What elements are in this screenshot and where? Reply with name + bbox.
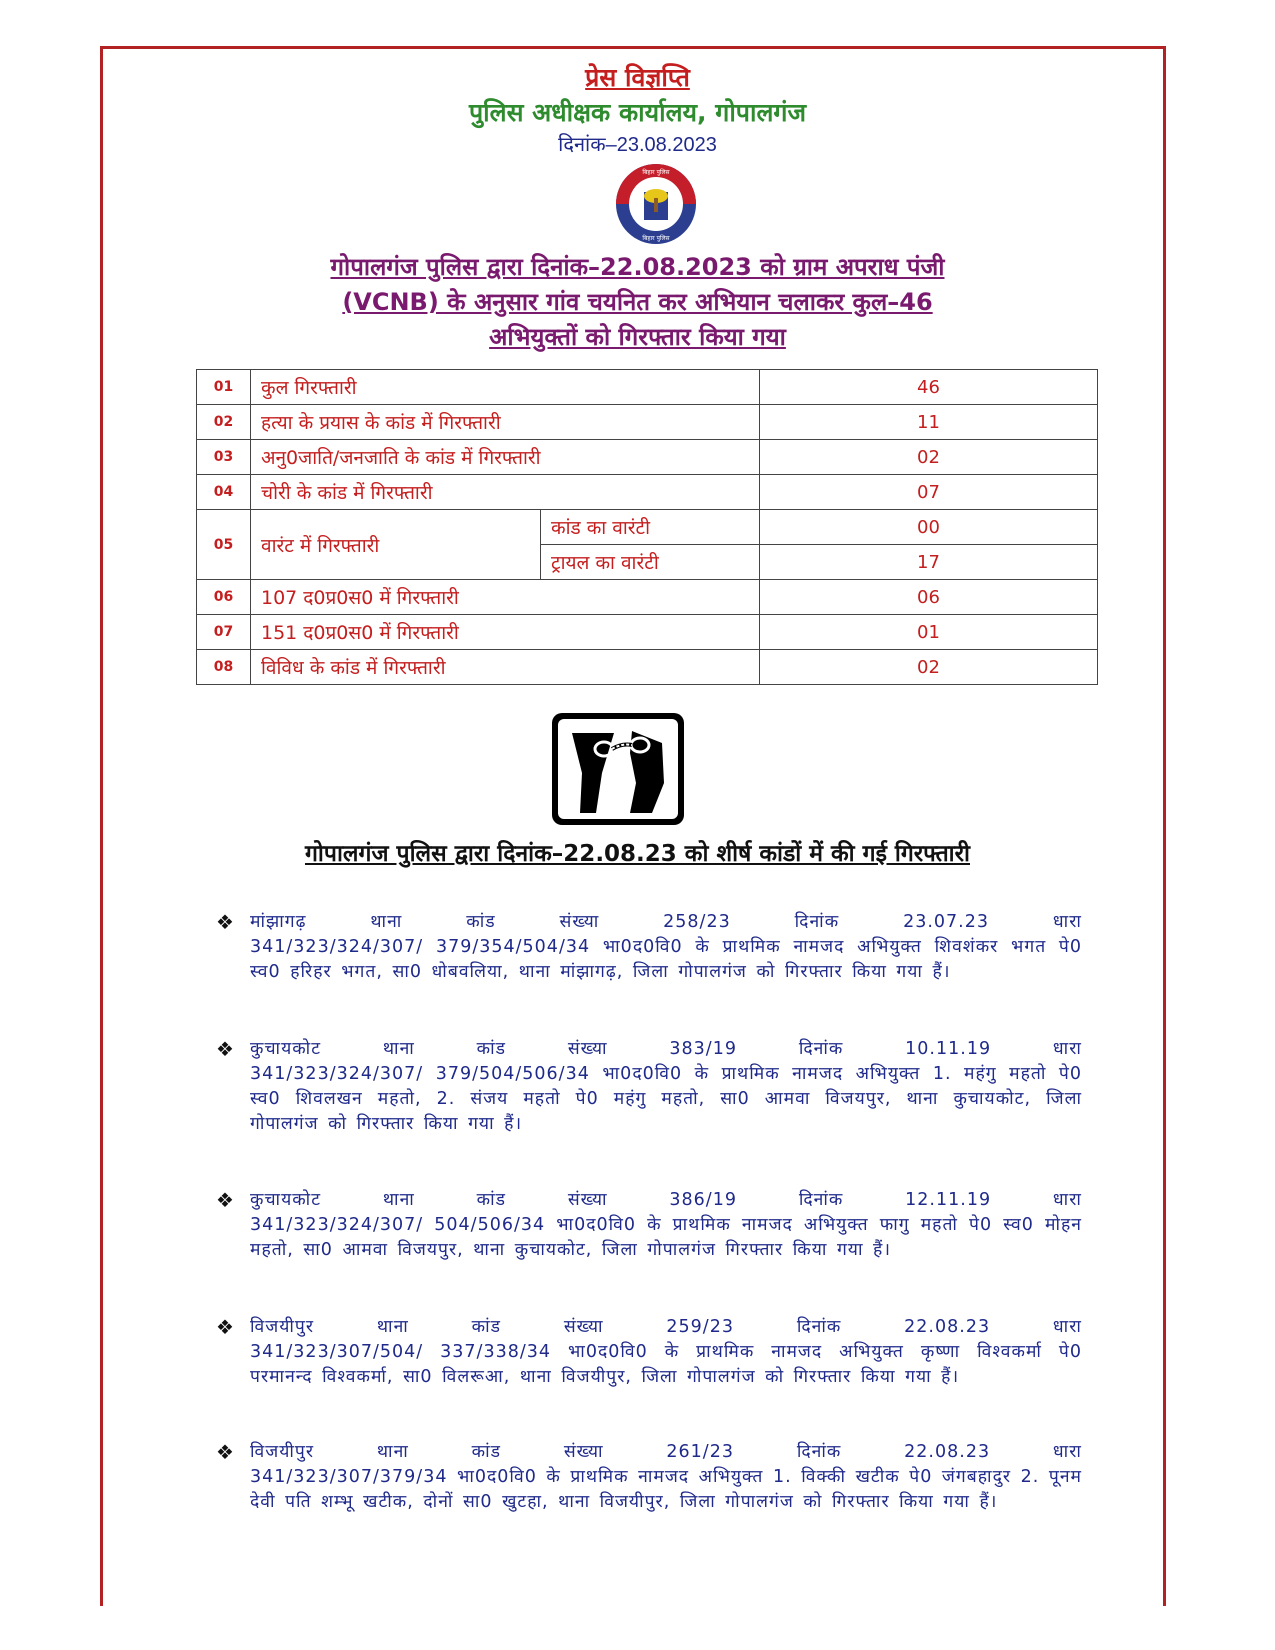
- case-word: कांड: [476, 1039, 506, 1059]
- table-row: [197, 370, 1098, 405]
- case-word: 22.08.23: [904, 1317, 991, 1337]
- case-text: 341/323/324/307/ 379/504/506/34 भा0द0वि0 के प्राथमिक नामजद अभियुक्त 1. महंगु महतो पे0 स्व0 शिवलखन महतो, 2. संजय महतो पे0 महंगु महतो, सा0 आमवा विजयपुर, थाना कुचायकोट, जिला गोपालगंज को गिरफ्तार किया गया हैं।: [250, 1064, 1082, 1134]
- bullet-diamond-icon: ❖: [216, 910, 234, 934]
- case-word: 22.08.23: [904, 1442, 991, 1462]
- case-word: कांड: [476, 1190, 506, 1210]
- row-count: 11: [760, 405, 1098, 440]
- case-word: 258/23: [663, 912, 731, 932]
- case-word: विजयीपुर: [250, 1442, 315, 1462]
- release-date: दिनांक–23.08.2023: [558, 134, 717, 156]
- case-item: [216, 1188, 1082, 1263]
- case-word: धारा: [1052, 1317, 1082, 1337]
- table-row: [197, 615, 1098, 650]
- table-row: [197, 580, 1098, 615]
- headline-line-2: (VCNB) के अनुसार गांव चयनित कर अभियान चलाकर कुल–46: [342, 288, 933, 316]
- case-text: 341/323/324/307/ 504/506/34 भा0द0वि0 के प्राथमिक नामजद अभियुक्त फागु महतो पे0 स्व0 मोहन महतो, सा0 आमवा विजयपुर, थाना कुचायकोट, जिला गोपालगंज गिरफ्तार किया गया हैं।: [250, 1215, 1082, 1260]
- case-word: कुचायकोट: [250, 1190, 322, 1210]
- case-item: [216, 1315, 1082, 1390]
- case-word: धारा: [1052, 1190, 1082, 1210]
- bullet-diamond-icon: ❖: [216, 1315, 234, 1339]
- case-word: 10.11.19: [905, 1039, 992, 1059]
- row-sn: 08: [197, 650, 251, 685]
- case-word: 259/23: [666, 1317, 734, 1337]
- case-word: दिनांक: [798, 1190, 844, 1210]
- svg-text:बिहार पुलिस: बिहार पुलिस: [642, 169, 670, 176]
- section-title: गोपालगंज पुलिस द्वारा दिनांक–22.08.23 को शीर्ष कांडों में की गई गिरफ्तारी: [304, 841, 971, 867]
- table-row: [197, 475, 1098, 510]
- row-sublabel: ट्रायल का वारंटी: [541, 545, 760, 580]
- row-label: अनु0जाति/जनजाति के कांड में गिरफ्तारी: [251, 440, 760, 475]
- row-label: 107 द0प्र0स0 में गिरफ्तारी: [251, 580, 760, 615]
- row-sublabel: कांड का वारंटी: [541, 510, 760, 545]
- handcuffs-icon: [552, 713, 684, 825]
- case-item: [216, 910, 1082, 985]
- row-count: 02: [760, 440, 1098, 475]
- case-word: संख्या: [563, 1442, 604, 1462]
- case-word: संख्या: [567, 1039, 608, 1059]
- case-word: दिनांक: [794, 912, 840, 932]
- headline-line-3: अभियुक्तों को गिरफ्तार किया गया: [489, 323, 786, 351]
- case-first-line: [250, 1188, 1082, 1213]
- bullet-diamond-icon: ❖: [216, 1188, 234, 1212]
- case-word: कांड: [471, 1442, 501, 1462]
- bihar-police-logo-icon: [614, 162, 698, 246]
- office-name: पुलिस अधीक्षक कार्यालय, गोपालगंज: [468, 98, 807, 127]
- case-word: थाना: [382, 1039, 415, 1059]
- arrest-stats-table: [196, 369, 1098, 685]
- case-word: 23.07.23: [903, 912, 989, 932]
- case-text: 341/323/324/307/ 379/354/504/34 भा0द0वि0 के प्राथमिक नामजद अभियुक्त शिवशंकर भगत पे0 स्व0 हरिहर भगत, सा0 धोबवलिया, थाना मांझागढ़, जिला गोपालगंज को गिरफ्तार किया गया हैं।: [250, 937, 1082, 982]
- row-label: विविध के कांड में गिरफ्तारी: [251, 650, 760, 685]
- row-sn: 02: [197, 405, 251, 440]
- press-release-title: प्रेस विज्ञप्ति: [585, 63, 690, 92]
- bullet-diamond-icon: ❖: [216, 1037, 234, 1061]
- case-word: 383/19: [669, 1039, 737, 1059]
- case-word: कांड: [471, 1317, 501, 1337]
- row-label: चोरी के कांड में गिरफ्तारी: [251, 475, 760, 510]
- table-row: [197, 405, 1098, 440]
- headline: [0, 250, 1275, 355]
- case-word: थाना: [376, 1317, 409, 1337]
- row-count: 46: [760, 370, 1098, 405]
- svg-text:बिहार पुलिस: बिहार पुलिस: [642, 235, 670, 242]
- row-label: वारंट में गिरफ्तारी: [251, 510, 541, 580]
- row-count: 01: [760, 615, 1098, 650]
- table-row: [197, 510, 1098, 545]
- row-sn: 07: [197, 615, 251, 650]
- case-word: धारा: [1052, 912, 1082, 932]
- case-word: दिनांक: [798, 1039, 844, 1059]
- case-word: 386/19: [669, 1190, 737, 1210]
- row-label: 151 द0प्र0स0 में गिरफ्तारी: [251, 615, 760, 650]
- row-sn: 04: [197, 475, 251, 510]
- case-word: थाना: [376, 1442, 409, 1462]
- case-first-line: [250, 910, 1082, 935]
- row-sn: 01: [197, 370, 251, 405]
- case-item: [216, 1440, 1082, 1515]
- case-item: [216, 1037, 1082, 1137]
- row-count: 07: [760, 475, 1098, 510]
- case-first-line: [250, 1315, 1082, 1340]
- case-word: थाना: [382, 1190, 415, 1210]
- table-row: [197, 650, 1098, 685]
- case-word: 261/23: [666, 1442, 734, 1462]
- row-sn: 06: [197, 580, 251, 615]
- case-word: 12.11.19: [905, 1190, 992, 1210]
- row-count: 00: [760, 510, 1098, 545]
- row-count: 17: [760, 545, 1098, 580]
- case-word: संख्या: [567, 1190, 608, 1210]
- row-sn: 05: [197, 510, 251, 580]
- case-word: मांझागढ़: [250, 912, 307, 932]
- case-text: 341/323/307/504/ 337/338/34 भा0द0वि0 के प्राथमिक नामजद अभियुक्त कृष्णा विश्वकर्मा पे0 परमानन्द विश्वकर्मा, सा0 विलरूआ, थाना विजयीपुर, जिला गोपालगंज को गिरफ्तार किया गया हैं।: [250, 1342, 1082, 1387]
- case-word: थाना: [370, 912, 403, 932]
- case-word: विजयीपुर: [250, 1317, 315, 1337]
- case-word: धारा: [1052, 1039, 1082, 1059]
- row-label: हत्या के प्रयास के कांड में गिरफ्तारी: [251, 405, 760, 440]
- row-count: 02: [760, 650, 1098, 685]
- case-first-line: [250, 1037, 1082, 1062]
- case-word: दिनांक: [796, 1442, 842, 1462]
- case-word: धारा: [1052, 1442, 1082, 1462]
- case-word: कुचायकोट: [250, 1039, 322, 1059]
- case-word: संख्या: [563, 1317, 604, 1337]
- headline-line-1: गोपालगंज पुलिस द्वारा दिनांक–22.08.2023 को ग्राम अपराध पंजी: [330, 253, 945, 281]
- row-sn: 03: [197, 440, 251, 475]
- table-row: [197, 440, 1098, 475]
- case-word: दिनांक: [796, 1317, 842, 1337]
- case-first-line: [250, 1440, 1082, 1465]
- case-word: कांड: [466, 912, 496, 932]
- row-label: कुल गिरफ्तारी: [251, 370, 760, 405]
- bullet-diamond-icon: ❖: [216, 1440, 234, 1464]
- case-word: संख्या: [559, 912, 600, 932]
- case-text: 341/323/307/379/34 भा0द0वि0 के प्राथमिक नामजद अभियुक्त 1. विक्की खटीक पे0 जंगबहादुर 2. पूनम देवी पति शम्भू खटीक, दोनों सा0 खुटहा, थाना विजयीपुर, जिला गोपालगंज को गिरफ्तार किया गया हैं।: [250, 1467, 1082, 1512]
- row-count: 06: [760, 580, 1098, 615]
